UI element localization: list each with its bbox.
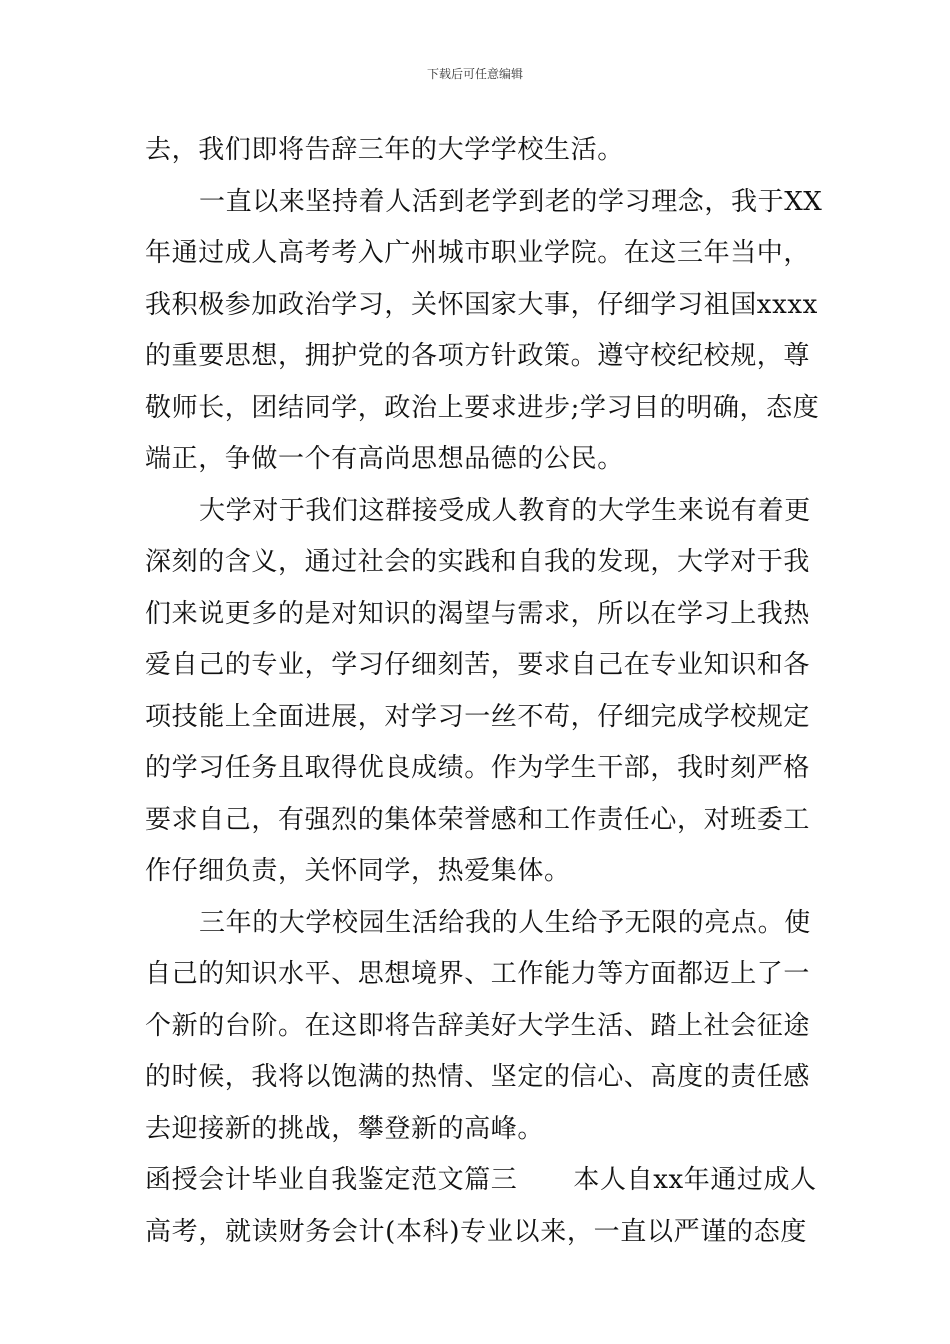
text-line: 去，我们即将告辞三年的大学学校生活。 bbox=[145, 135, 624, 165]
text-line: 个新的台阶。在这即将告辞美好大学生活、踏上社会征途 bbox=[145, 1010, 811, 1041]
text-line: 一直以来坚持着人活到老学到老的学习理念，我于XX bbox=[199, 186, 823, 217]
text-line: 深刻的含义，通过社会的实践和自我的发现，大学对于我 bbox=[145, 547, 811, 577]
text-line: 端正，争做一个有高尚思想品德的公民。 bbox=[145, 444, 624, 474]
section-first-line-text: 本人自xx年通过成人 bbox=[573, 1165, 817, 1195]
paragraph-lines bbox=[145, 125, 823, 1155]
section-heading-line bbox=[145, 1155, 817, 1207]
section-title: 函授会计毕业自我鉴定范文篇三 bbox=[145, 1165, 518, 1195]
section-second-line: 高考，就读财务会计(本科)专业以来，一直以严谨的态度 bbox=[145, 1216, 807, 1247]
text-line: 敬师长，团结同学，政治上要求进步;学习目的明确，态度 bbox=[145, 392, 820, 423]
text-line: 要求自己，有强烈的集体荣誉感和工作责任心，对班委工 bbox=[145, 804, 811, 835]
text-line: 去迎接新的挑战，攀登新的高峰。 bbox=[145, 1113, 545, 1144]
text-line: 的时候，我将以饱满的热情、坚定的信心、高度的责任感 bbox=[145, 1062, 811, 1092]
text-line: 的学习任务且取得优良成绩。作为学生干部，我时刻严格 bbox=[145, 753, 811, 783]
document-body bbox=[145, 125, 823, 1258]
text-line: 我积极参加政治学习，关怀国家大事，仔细学习祖国xxxx bbox=[145, 289, 818, 320]
text-line: 自己的知识水平、思想境界、工作能力等方面都迈上了一 bbox=[145, 959, 811, 989]
text-line: 三年的大学校园生活给我的人生给予无限的亮点。使 bbox=[199, 907, 811, 938]
text-line: 年通过成人高考考入广州城市职业学院。在这三年当中， bbox=[145, 238, 811, 268]
text-line: 大学对于我们这群接受成人教育的大学生来说有着更 bbox=[199, 495, 811, 526]
text-line: 的重要思想，拥护党的各项方针政策。遵守校纪校规，尊 bbox=[145, 341, 811, 371]
text-line: 作仔细负责，关怀同学，热爱集体。 bbox=[145, 856, 571, 886]
text-line: 项技能上全面进展，对学习一丝不苟，仔细完成学校规定 bbox=[145, 701, 811, 732]
page-header-note: 下载后可任意编辑 bbox=[426, 67, 523, 81]
text-line: 们来说更多的是对知识的渴望与需求，所以在学习上我热 bbox=[145, 598, 811, 629]
text-line: 爱自己的专业，学习仔细刻苦，要求自己在专业知识和各 bbox=[145, 650, 811, 680]
